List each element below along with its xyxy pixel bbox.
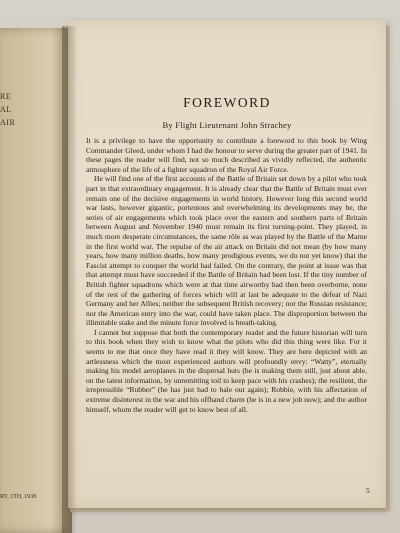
byline: By Flight Lieutenant John Strachey xyxy=(162,120,292,130)
foreword-body xyxy=(86,136,367,414)
left-page-fragment: RY, 1TH, 1938 xyxy=(0,494,37,500)
paragraph: It is a privilege to have the opportunity to contribute a foreword to this book by Wing Commander Gleed, under whom I had the honour to serve during the greater part of 1941. In these pages the reader will find, not so much described as vividly reflected, the authentic atmosphere of the life of a fighter squadron of the Royal Air Force. xyxy=(86,136,367,174)
paragraph: I cannot but suppose that both the contemporary reader and the future historian will turn to this book when they wish to know what the pilots who did this thing were like. For it seems to me that once they have read it they will know. They are here depicted with an artlessness which the most experienced authors will profoundly envy: “Watty”, eternally making his model aeroplanes in the dispersal huts (he is making them still, just about able, on the latest information, by unremitting toil to keep pace with his crashes); the resilient, the irrepressible “Rubber” (he has just had to bale out again); Robbie, with his affectation of extreme disinterest in the war and his offhand charm (he is in a new job now); and the author himself, whom the reader will get to know best of all. xyxy=(86,327,367,414)
page-title: FOREWORD xyxy=(183,95,271,110)
paragraph: He will find one of the first accounts of the Battle of Britain set down by a pilot who took part in that extraordinary engagement. It is already clear that the Battle of Britain must ever remain one of the decisive engagements in world history. However long this second world war lasts, however gigantic, portentous and overwhelming its developments may be, the series of air engagements which took place over the eastern and southern parts of Britain between August and November 1940 must remain its first turning-point. They played, in much more desperate circumstances, the same rôle as was played by the Battle of the Marne in the first world war. The repulse of the air attack on Britain did not mean (by how many years, how many million deaths, how many prodigious events, we do not yet know) that the Fascist attempt to conquer the world had failed. On the contrary, the point at issue was that that attempt must have succeeded if the Battle of Britain had been lost. If the tiny number of British fighter squadrons which were at that time airworthy had then been overborne, none of the rest of the gathering of forces which will at last be adequate to the defeat of Nazi Germany and her Allies; neither the subsequent British recovery; nor the Russian resistance; nor the American entry into the war, could have taken place. The disproportion between the illimitable stake and the minute force involved is breath-taking. xyxy=(86,174,367,328)
left-page-fragment: AL xyxy=(0,105,12,114)
left-page-fragment: RE xyxy=(0,92,12,101)
left-page-fragment: AIR xyxy=(0,118,16,127)
page-number: 5 xyxy=(366,486,370,495)
